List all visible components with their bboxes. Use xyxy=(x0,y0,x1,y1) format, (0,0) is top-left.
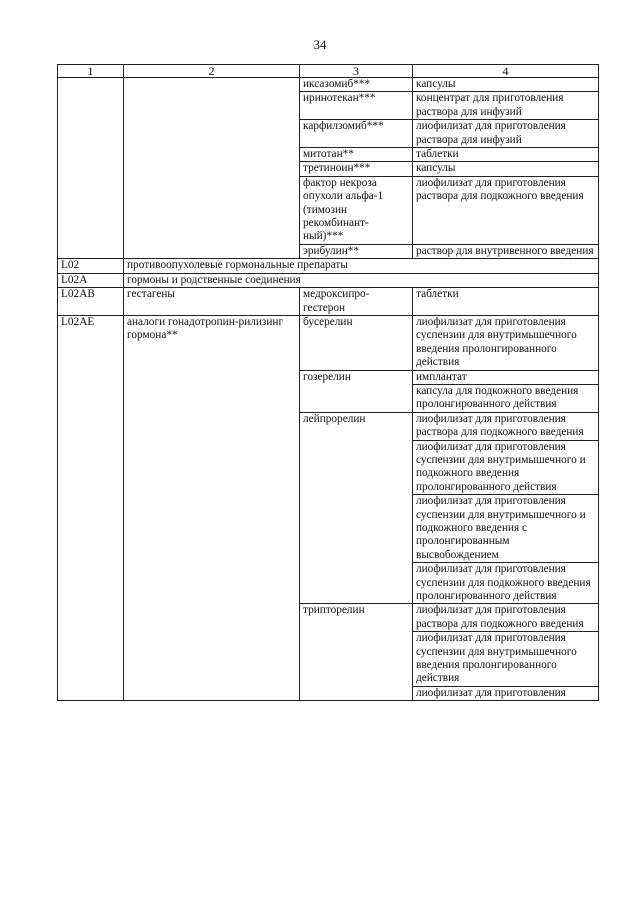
dosage-form: лиофилизат для приготовления суспензии для внутримышечного введения пролонгированного действия xyxy=(413,632,599,687)
drug-name: бусерелин xyxy=(300,315,413,370)
drug-name: иксазомиб*** xyxy=(300,78,413,92)
page-number: 34 xyxy=(313,37,327,52)
dosage-form: концентрат для приготовления раствора для инфузий xyxy=(413,92,599,120)
dosage-form: таблетки xyxy=(413,148,599,162)
header-row xyxy=(58,65,599,78)
dosage-form: лиофилизат для приготовления суспензии для внутримышечного и подкожного введения с пролонгированным высвобождением xyxy=(413,495,599,563)
atc-group-name: противоопухолевые гормональные препараты xyxy=(124,259,599,273)
drug-name: лейпрорелин xyxy=(300,412,413,604)
drug-name: митотан** xyxy=(300,148,413,162)
dosage-form: лиофилизат для приготовления суспензии для внутримышечного введения пролонгированного действия xyxy=(413,315,599,370)
header-col-1: 1 xyxy=(58,65,124,78)
dosage-form: лиофилизат для приготовления суспензии для подкожного введения пролонгированного действия xyxy=(413,563,599,604)
table-row xyxy=(58,78,599,92)
drug-name: эрибулин** xyxy=(300,244,413,258)
drug-name: иринотекан*** xyxy=(300,92,413,120)
atc-group-name: аналоги гонадотропин-рилизинг гормона** xyxy=(124,315,300,700)
group-name-cell xyxy=(124,78,300,259)
dosage-form: лиофилизат для приготовления раствора для подкожного введения xyxy=(413,176,599,244)
atc-code: L02A xyxy=(58,273,124,287)
atc-code: L02AB xyxy=(58,288,124,316)
dosage-form: капсулы xyxy=(413,162,599,176)
code-cell xyxy=(58,78,124,259)
drug-name: фактор некроза опухоли альфа-1 (тимозин рекомбинант-ный)*** xyxy=(300,176,413,244)
table-row-l02ab xyxy=(58,288,599,316)
drug-name: медроксипро-гестерон xyxy=(300,288,413,316)
dosage-form: лиофилизат для приготовления раствора для подкожного введения xyxy=(413,412,599,440)
drug-name: гозерелин xyxy=(300,370,413,412)
dosage-form: лиофилизат для приготовления раствора для подкожного введения xyxy=(413,604,599,632)
dosage-form: лиофилизат для приготовления раствора для инфузий xyxy=(413,120,599,148)
dosage-form: лиофилизат для приготовления суспензии для внутримышечного и подкожного введения пролонгированного действия xyxy=(413,440,599,495)
dosage-form: капсулы xyxy=(413,78,599,92)
dosage-form: капсула для подкожного введения пролонгированного действия xyxy=(413,384,599,412)
dosage-form: таблетки xyxy=(413,288,599,316)
atc-group-name: гестагены xyxy=(124,288,300,316)
table-row-l02ae xyxy=(58,315,599,370)
dosage-form: лиофилизат для приготовления xyxy=(413,686,599,700)
drug-table xyxy=(57,64,599,701)
dosage-form: имплантат xyxy=(413,370,599,384)
table-row-group-l02a xyxy=(58,273,599,287)
drug-name: карфилзомиб*** xyxy=(300,120,413,148)
table-row-group-l02 xyxy=(58,259,599,273)
header-col-3: 3 xyxy=(300,65,413,78)
atc-code: L02 xyxy=(58,259,124,273)
drug-name: трипторелин xyxy=(300,604,413,701)
header-col-2: 2 xyxy=(124,65,300,78)
drug-name: третиноин*** xyxy=(300,162,413,176)
dosage-form: раствор для внутривенного введения xyxy=(413,244,599,258)
atc-code: L02AE xyxy=(58,315,124,700)
header-col-4: 4 xyxy=(413,65,599,78)
atc-group-name: гормоны и родственные соединения xyxy=(124,273,599,287)
